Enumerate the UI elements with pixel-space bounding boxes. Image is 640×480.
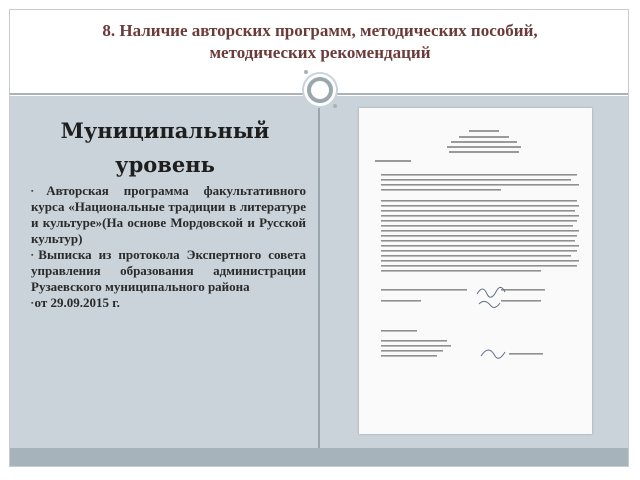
bullet-item: ▪ Выписка из протокола Экспертного совета управления образования администрации Рузаевского муниципального района xyxy=(31,247,306,295)
bullet-item: ▪ Авторская программа факультативного курса «Национальные традиции в литературе и культуре»(На основе Мордовской и Русской культур) xyxy=(31,183,306,247)
slide-title xyxy=(20,20,620,64)
section-heading xyxy=(30,114,300,182)
bullet-item: ▪ от 29.09.2015 г. xyxy=(31,295,306,311)
column-divider xyxy=(318,96,320,448)
ornament-dot-right xyxy=(333,104,337,108)
ring-ornament-inner xyxy=(307,77,333,103)
heading-line-1: Муниципальный xyxy=(60,118,270,143)
document-scan-icon xyxy=(359,108,592,434)
scanned-document-image xyxy=(359,108,592,434)
title-line-2: методических рекомендаций xyxy=(209,43,431,62)
bullet-list xyxy=(31,183,306,311)
bottom-band xyxy=(10,448,628,466)
heading-line-2: уровень xyxy=(115,152,215,177)
ornament-dot-left xyxy=(304,70,308,74)
title-line-1: 8. Наличие авторских программ, методических пособий, xyxy=(102,21,538,40)
